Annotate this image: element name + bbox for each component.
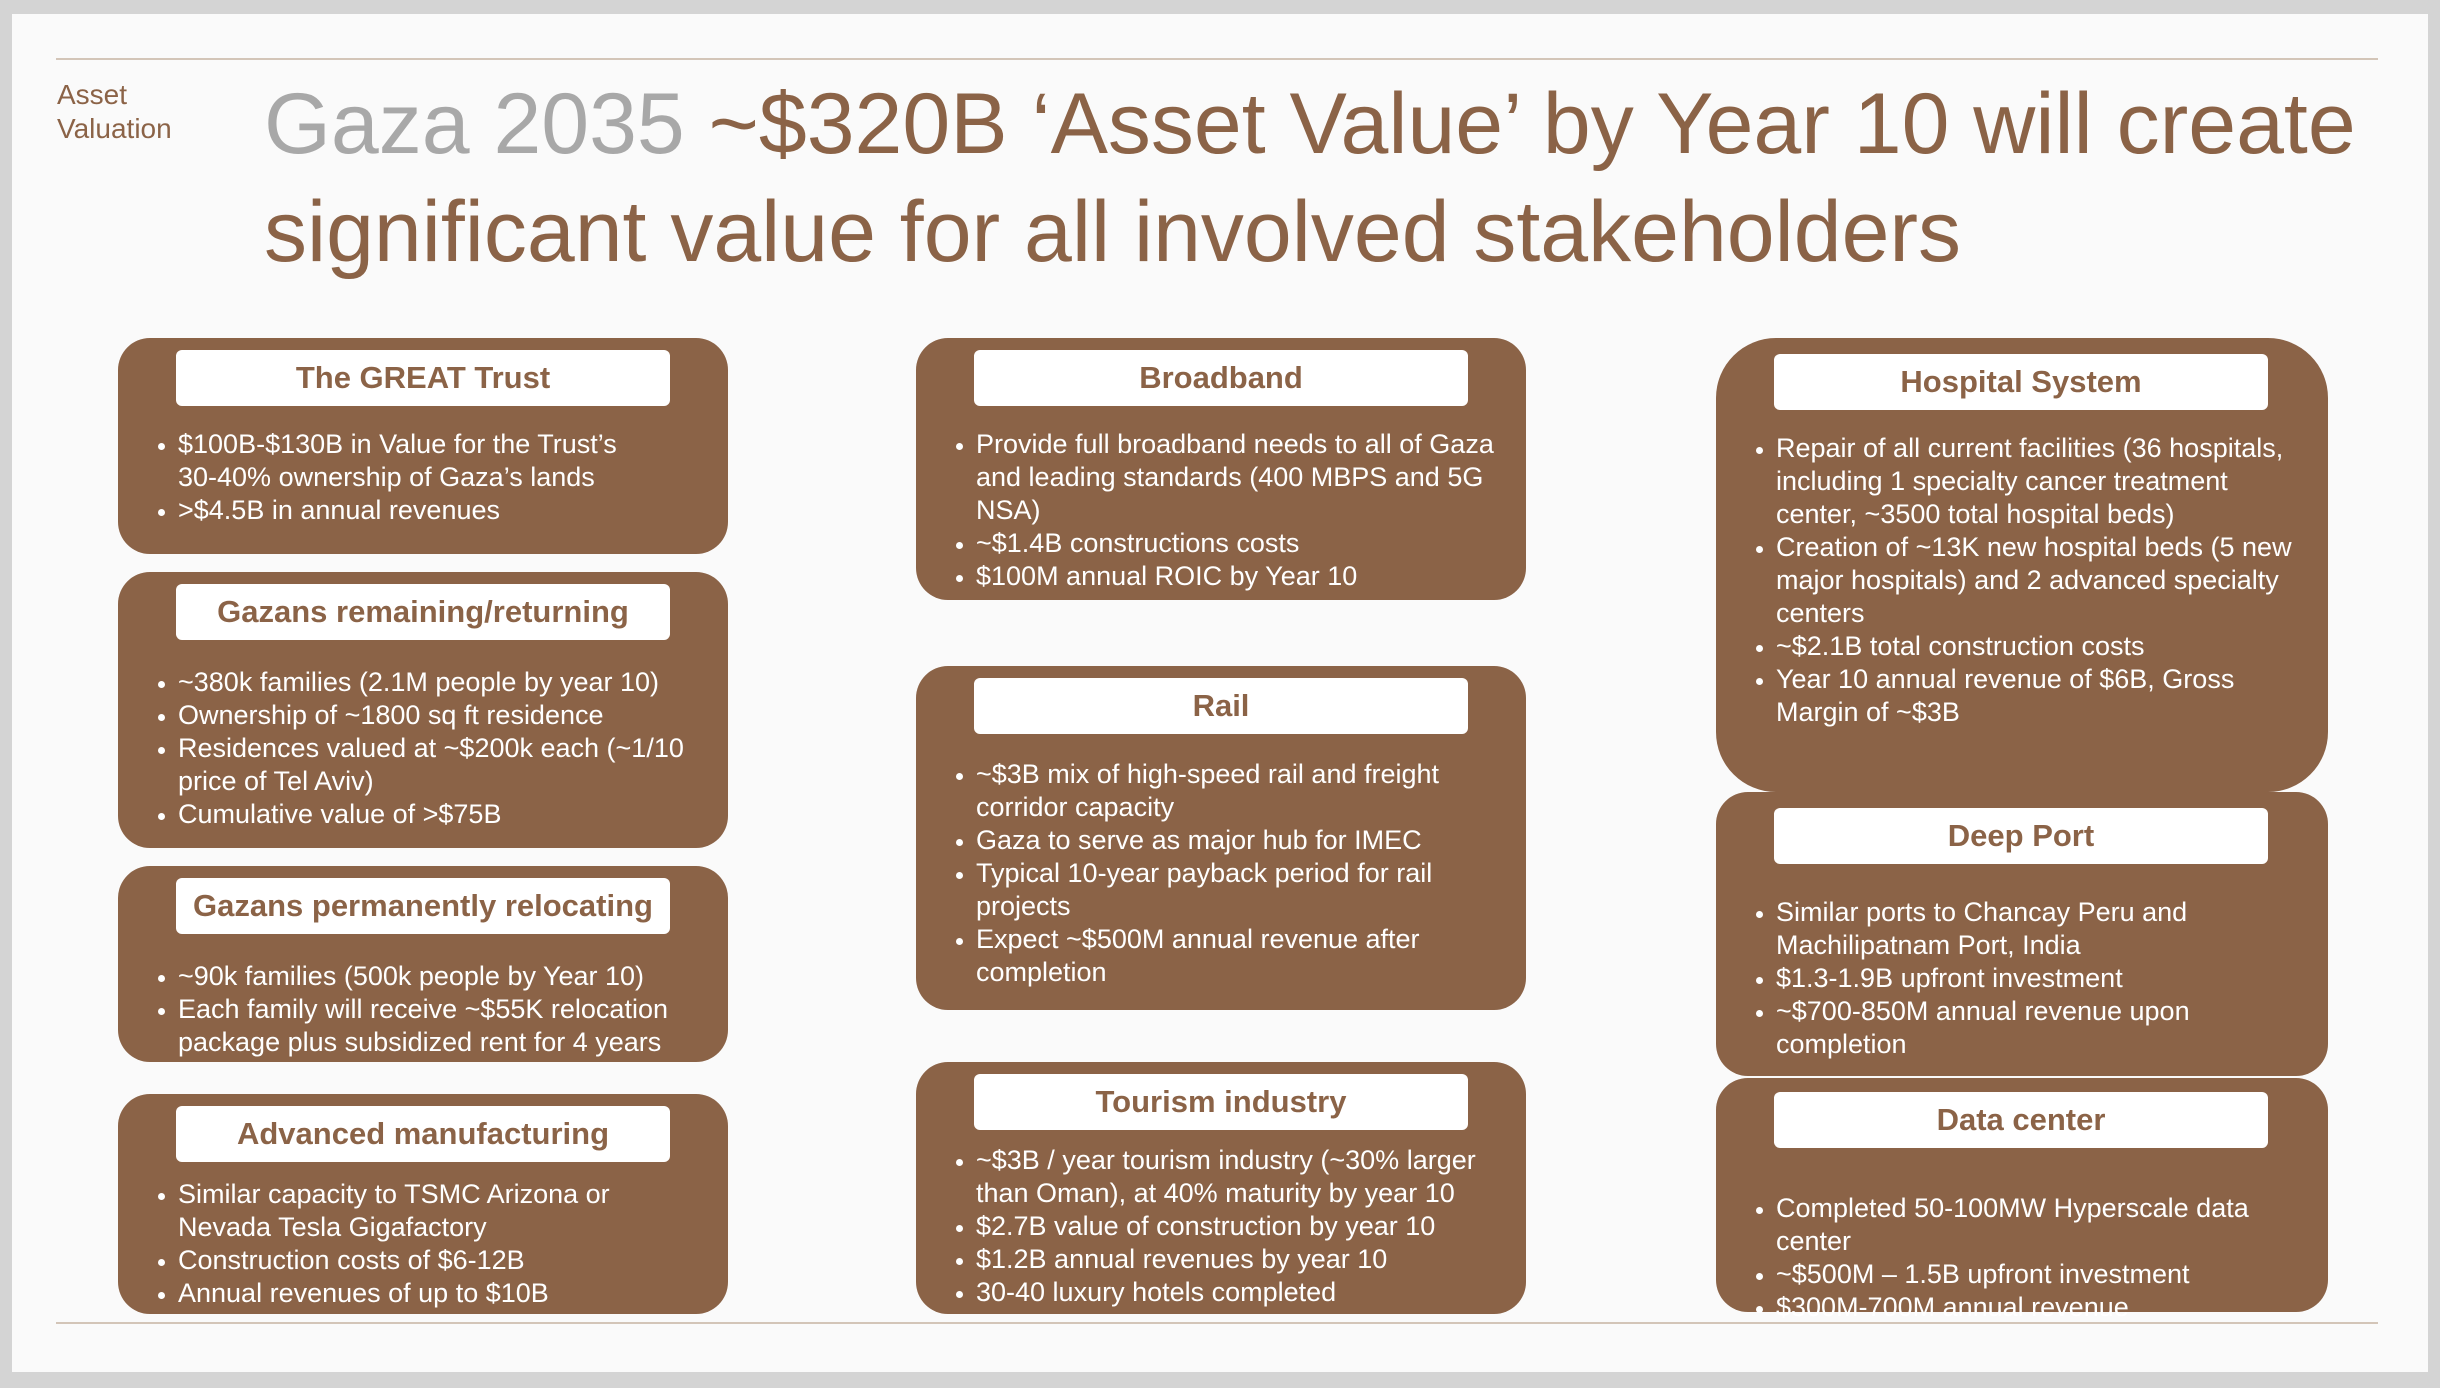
card-title: Data center <box>1774 1092 2268 1148</box>
top-divider <box>56 58 2378 60</box>
card-bullets <box>1716 896 2306 1061</box>
bullet: • Creation of ~13K new hospital beds (5 new major hospitals) and 2 advanced specialty centers <box>1776 531 2316 630</box>
bullet: • $1.2B annual revenues by year 10 <box>976 1243 1516 1276</box>
card-title: Deep Port <box>1774 808 2268 864</box>
card-bullets <box>916 428 1516 593</box>
card-advanced-manufacturing <box>118 1094 728 1314</box>
bullet: • Ownership of ~1800 sq ft residence <box>178 699 718 732</box>
card-title: Rail <box>974 678 1468 734</box>
card-tourism <box>916 1062 1526 1314</box>
bullet: • Similar capacity to TSMC Arizona or Nevada Tesla Gigafactory <box>178 1178 688 1244</box>
bullet: • ~$3B / year tourism industry (~30% larger than Oman), at 40% maturity by year 10 <box>976 1144 1516 1210</box>
bullet: • Each family will receive ~$55K relocation package plus subsidized rent for 4 years <box>178 993 708 1059</box>
bullet: • $2.7B value of construction by year 10 <box>976 1210 1516 1243</box>
bullet: • Cumulative value of >$75B <box>178 798 718 831</box>
card-bullets <box>118 428 658 527</box>
bullet: • $100M annual ROIC by Year 10 <box>976 560 1516 593</box>
card-bullets <box>118 1178 688 1310</box>
title-prefix: Gaza 2035 <box>264 76 685 172</box>
bullet: • $100B-$130B in Value for the Trust’s 30-40% ownership of Gaza’s lands <box>178 428 658 494</box>
bullet: • Repair of all current facilities (36 hospitals, including 1 specialty cancer treatment center, ~3500 total hospital beds) <box>1776 432 2316 531</box>
card-bullets <box>916 758 1496 989</box>
card-gazans-remaining <box>118 572 728 848</box>
card-title: Gazans permanently relocating <box>176 878 670 934</box>
bullet: • $1.3-1.9B upfront investment <box>1776 962 2306 995</box>
card-data-center <box>1716 1078 2328 1322</box>
bullet: • ~$1.4B constructions costs <box>976 527 1516 560</box>
card-bullets <box>118 960 708 1059</box>
bullet: • >$4.5B in annual revenues <box>178 494 658 527</box>
bullet: • Typical 10-year payback period for rail projects <box>976 857 1496 923</box>
slide <box>12 14 2428 1372</box>
bullet: • ~$500M – 1.5B upfront investment <box>1776 1258 2306 1291</box>
bullet: • ~90k families (500k people by Year 10) <box>178 960 708 993</box>
section-label <box>57 78 237 146</box>
card-bullets <box>916 1144 1516 1309</box>
card-title: The GREAT Trust <box>176 350 670 406</box>
card-title: Tourism industry <box>974 1074 1468 1130</box>
card-great-trust <box>118 338 728 554</box>
card-hospital-system <box>1716 338 2328 792</box>
bullet: • Annual revenues of up to $10B <box>178 1277 688 1310</box>
bullet: • ~380k families (2.1M people by year 10) <box>178 666 718 699</box>
page-title <box>264 70 2414 286</box>
card-title: Advanced manufacturing <box>176 1106 670 1162</box>
bullet: • Year 10 annual revenue of $6B, Gross Margin of ~$3B <box>1776 663 2316 729</box>
bullet: • Expect ~$500M annual revenue after completion <box>976 923 1496 989</box>
bullet: • Completed 50-100MW Hyperscale data center <box>1776 1192 2306 1258</box>
bullet: • ~$3B mix of high-speed rail and freight corridor capacity <box>976 758 1496 824</box>
card-gazans-relocating <box>118 866 728 1062</box>
bullet: • ~$700-850M annual revenue upon completion <box>1776 995 2306 1061</box>
bullet: • 30-40 luxury hotels completed <box>976 1276 1516 1309</box>
card-broadband <box>916 338 1526 600</box>
card-bullets <box>1716 432 2316 729</box>
card-title: Hospital System <box>1774 354 2268 410</box>
card-bullets <box>118 666 718 831</box>
section-label-text: Asset Valuation <box>57 79 172 144</box>
bullet: • Residences valued at ~$200k each (~1/10 price of Tel Aviv) <box>178 732 718 798</box>
title-main: ~$320B ‘Asset Value’ by Year 10 will create significant value for all involved stakeholders <box>264 76 2356 280</box>
bullet: • Similar ports to Chancay Peru and Machilipatnam Port, India <box>1776 896 2306 962</box>
card-deep-port <box>1716 792 2328 1076</box>
card-rail <box>916 666 1526 1010</box>
bullet: • Construction costs of $6-12B <box>178 1244 688 1277</box>
card-title: Broadband <box>974 350 1468 406</box>
bullet: • $300M-700M annual revenue <box>1776 1291 2306 1324</box>
card-title: Gazans remaining/returning <box>176 584 670 640</box>
bottom-divider <box>56 1322 2378 1324</box>
bullet: • ~$2.1B total construction costs <box>1776 630 2316 663</box>
bullet: • Provide full broadband needs to all of Gaza and leading standards (400 MBPS and 5G NSA) <box>976 428 1516 527</box>
card-bullets <box>1716 1192 2306 1324</box>
bullet: • Gaza to serve as major hub for IMEC <box>976 824 1496 857</box>
